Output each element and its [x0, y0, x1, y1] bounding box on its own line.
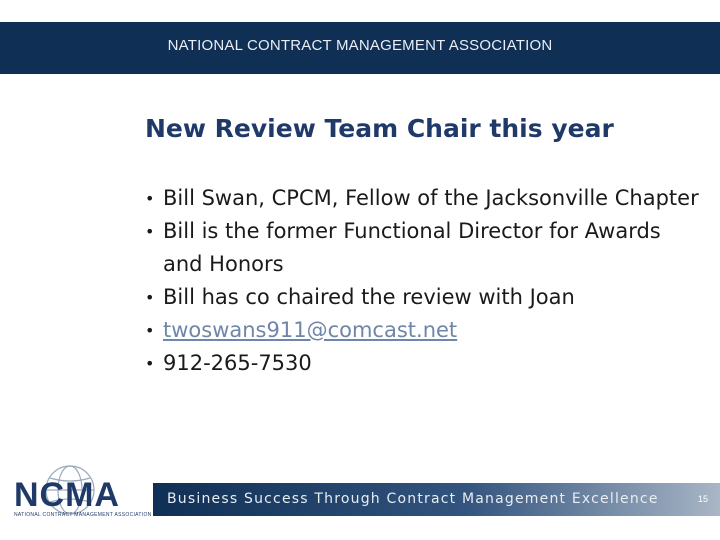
- bullet-dot: •: [145, 321, 155, 340]
- slide-title: New Review Team Chair this year: [145, 114, 614, 143]
- bullet-text: Bill is the former Functional Director for Awards and Honors: [163, 219, 661, 276]
- bullet-item: [145, 347, 705, 380]
- page-number: 15: [697, 494, 708, 504]
- footer-band: [153, 483, 720, 516]
- bullet-dot: •: [145, 189, 155, 208]
- bullet-list: [145, 182, 705, 380]
- bullet-dot: •: [145, 354, 155, 373]
- bullet-item: [145, 182, 705, 215]
- bullet-item: [145, 281, 705, 314]
- logo-wordmark: NCMA: [14, 476, 120, 514]
- ncma-logo: [12, 462, 152, 522]
- email-link[interactable]: twoswans911@comcast.net: [163, 318, 458, 342]
- bullet-item: [145, 314, 705, 347]
- bullet-text: Bill has co chaired the review with Joan: [163, 285, 575, 309]
- bullet-dot: •: [145, 288, 155, 307]
- bullet-text: Bill Swan, CPCM, Fellow of the Jacksonville Chapter: [163, 186, 699, 210]
- organization-name: NATIONAL CONTRACT MANAGEMENT ASSOCIATION: [167, 37, 553, 54]
- phone-number: 912-265-7530: [163, 351, 312, 375]
- bullet-dot: •: [145, 222, 155, 241]
- bullet-item: [145, 215, 705, 281]
- tagline: Business Success Through Contract Management Excellence: [167, 491, 659, 507]
- logo-subtext: NATIONAL CONTRACT MANAGEMENT ASSOCIATION: [14, 512, 152, 518]
